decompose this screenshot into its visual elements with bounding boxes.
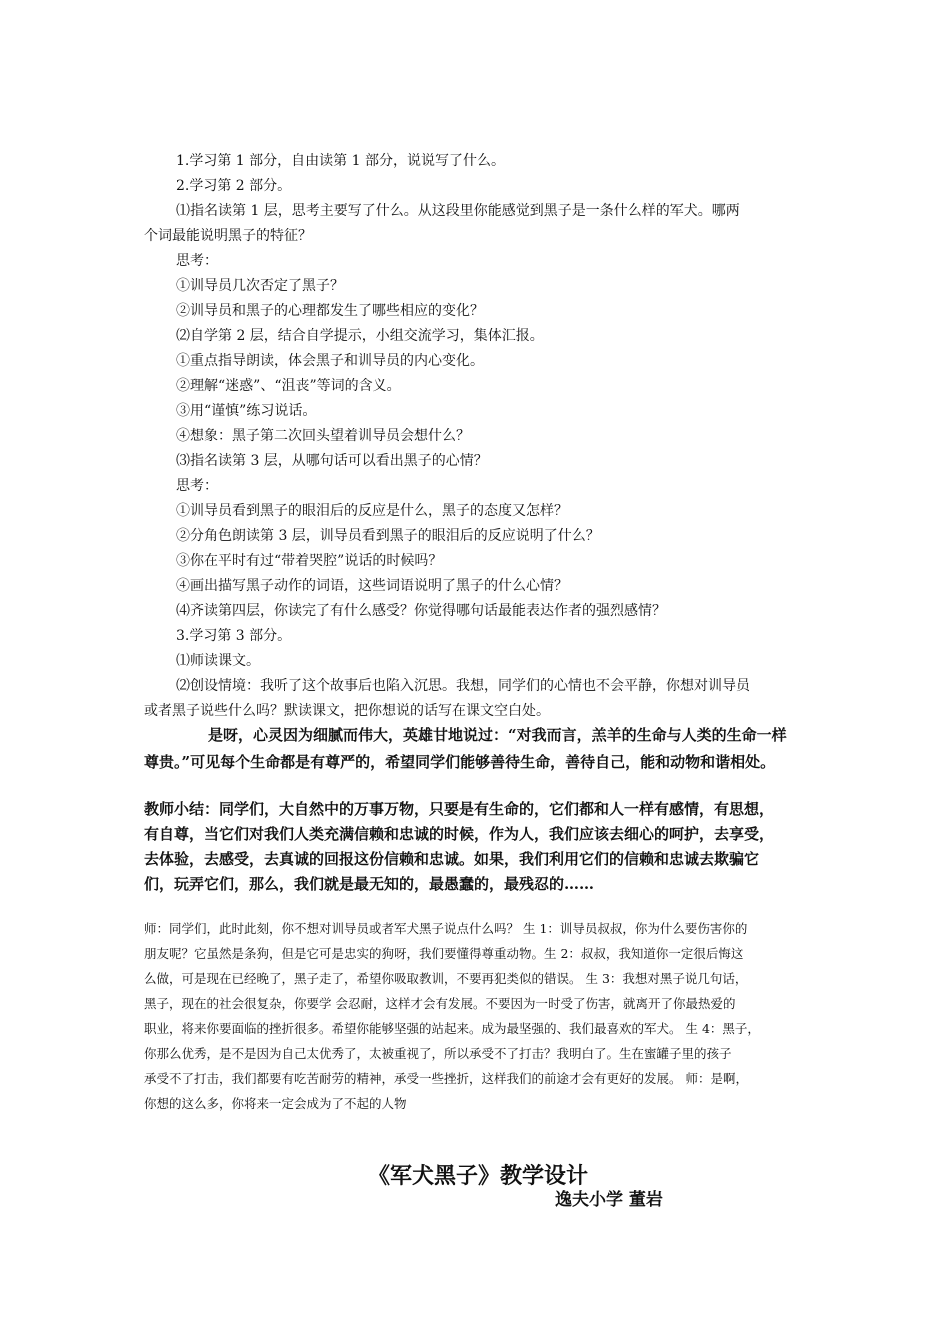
dialogue-line: 黑子，现在的社会很复杂，你要学 会忍耐，这样才会有发展。不要因为一时受了伤害，就离开了你最热爱的 bbox=[144, 996, 736, 1011]
outline-line: ②训导员和黑子的心理都发生了哪些相应的变化？ bbox=[176, 303, 484, 319]
document-author: 逸夫小学 董岩 bbox=[555, 1190, 663, 1210]
quote-line: 尊贵。”可见每个生命都是有尊严的，希望同学们能够善待生命，善待自己，能和动物和谐相处。 bbox=[144, 753, 776, 771]
outline-line: 个词最能说明黑子的特征？ bbox=[144, 228, 312, 244]
outline-line: ⑴师读课文。 bbox=[176, 653, 260, 669]
dialogue-line: 职业，将来你要面临的挫折很多。希望你能够坚强的站起来。成为最坚强的、我们最喜欢的军犬。 生 4：黑子， bbox=[144, 1021, 760, 1036]
outline-line: ④画出描写黑子动作的词语，这些词语说明了黑子的什么心情？ bbox=[176, 578, 568, 594]
outline-line: ③用“谨慎”练习说话。 bbox=[176, 403, 317, 419]
outline-line: ⑴指名读第 1 层，思考主要写了什么。从这段里你能感觉到黑子是一条什么样的军犬。哪两 bbox=[176, 203, 740, 219]
outline-line: 或者黑子说些什么吗？默读课文，把你想说的话写在课文空白处。 bbox=[144, 703, 550, 719]
outline-line: ①训导员看到黑子的眼泪后的反应是什么，黑子的态度又怎样？ bbox=[176, 503, 568, 519]
outline-line: 思考： bbox=[176, 478, 218, 494]
outline-line: 3.学习第 3 部分。 bbox=[176, 628, 292, 644]
dialogue-line: 你那么优秀，是不是因为自己太优秀了，太被重视了，所以承受不了打击？我明白了。生在蜜罐子里的孩子 bbox=[144, 1046, 732, 1061]
outline-line: 思考： bbox=[176, 253, 218, 269]
dialogue-line: 你想的这么多，你将来一定会成为了不起的人物 bbox=[144, 1096, 407, 1111]
summary-line: 们，玩弄它们，那么，我们就是最无知的，最愚蠢的，最残忍的…… bbox=[144, 875, 595, 893]
document-title: 《军犬黑子》教学设计 bbox=[368, 1163, 589, 1189]
outline-line: ⑶指名读第 3 层，从哪句话可以看出黑子的心情？ bbox=[176, 453, 488, 469]
outline-line: 2.学习第 2 部分。 bbox=[176, 178, 292, 194]
dialogue-line: 朋友呢？它虽然是条狗，但是它可是忠实的狗呀，我们要懂得尊重动物。生 2：叔叔，我知道你一定很后悔这 bbox=[144, 946, 744, 961]
summary-line: 教师小结：同学们，大自然中的万事万物，只要是有生命的，它们都和人一样有感情，有思想， bbox=[144, 800, 775, 818]
outline-line: ②分角色朗读第 3 层，训导员看到黑子的眼泪后的反应说明了什么？ bbox=[176, 528, 600, 544]
outline-line: ⑷齐读第四层，你读完了有什么感受？你觉得哪句话最能表达作者的强烈感情？ bbox=[176, 603, 666, 619]
dialogue-line: 承受不了打击，我们都要有吃苦耐劳的精神，承受一些挫折，这样我们的前途才会有更好的发展。 师：是啊， bbox=[144, 1071, 748, 1086]
outline-line: ④想象：黑子第二次回头望着训导员会想什么？ bbox=[176, 428, 470, 444]
outline-line: ⑵自学第 2 层，结合自学提示，小组交流学习，集体汇报。 bbox=[176, 328, 544, 344]
summary-line: 去体验，去感受，去真诚的回报这份信赖和忠诚。如果，我们利用它们的信赖和忠诚去欺骗它 bbox=[144, 850, 760, 868]
outline-line: ①训导员几次否定了黑子？ bbox=[176, 278, 344, 294]
quote-line: 是呀，心灵因为细腻而伟大，英雄甘地说过：“对我而言，羔羊的生命与人类的生命一样 bbox=[208, 726, 787, 744]
outline-line: ②理解“迷惑”、“沮丧”等词的含义。 bbox=[176, 378, 401, 394]
outline-line: ①重点指导朗读，体会黑子和训导员的内心变化。 bbox=[176, 353, 484, 369]
dialogue-line: 么做，可是现在已经晚了，黑子走了，希望你吸取教训，不要再犯类似的错误。 生 3：我想对黑子说几句话， bbox=[144, 971, 748, 986]
outline-line: ③你在平时有过“带着哭腔”说话的时候吗？ bbox=[176, 553, 443, 569]
dialogue-line: 师：同学们，此时此刻，你不想对训导员或者军犬黑子说点什么吗？ 生 1：训导员叔叔，你为什么要伤害你的 bbox=[144, 921, 748, 936]
summary-line: 有自尊，当它们对我们人类充满信赖和忠诚的时候，作为人，我们应该去细心的呵护，去享受， bbox=[144, 825, 775, 843]
outline-line: 1.学习第 1 部分，自由读第 1 部分，说说写了什么。 bbox=[176, 153, 505, 169]
outline-line: ⑵创设情境：我听了这个故事后也陷入沉思。我想，同学们的心情也不会平静，你想对训导员 bbox=[176, 678, 750, 694]
